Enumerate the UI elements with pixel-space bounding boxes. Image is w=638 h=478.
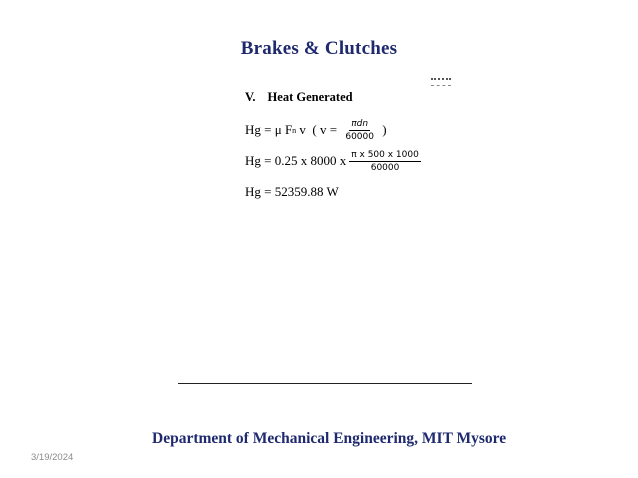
eq1-rhs: v ( v = [296, 122, 341, 137]
slide-date: 3/19/2024 [31, 452, 74, 463]
section-heading-text: Heat Generated [267, 90, 353, 104]
equation-result [245, 181, 424, 203]
eq1-fraction [343, 118, 376, 143]
equation-heat-formula [245, 119, 424, 141]
eq1-fraction-denominator: 60000 [345, 131, 374, 142]
horizontal-rule [178, 383, 472, 384]
slide-title: Brakes & Clutches [240, 38, 398, 59]
eq2-lhs: Hg = 0.25 x 8000 x [245, 153, 347, 168]
eq2-fraction-denominator: 60000 [370, 162, 400, 173]
slide-footer: Department of Mechanical Engineering, MIT Mysore [152, 430, 507, 447]
eq3-text: Hg = 52359.88 W [245, 184, 339, 199]
section-number: V. [245, 90, 256, 104]
eq2-fraction-numerator: π x 500 x 1000 [351, 149, 419, 160]
eq1-fraction-numerator: πdn [351, 118, 369, 129]
eq1-subscript: n [292, 125, 297, 135]
equation-substitution [245, 150, 424, 172]
eq1-close: ) [378, 122, 387, 137]
eq2-fraction [349, 149, 421, 174]
decorative-mark [431, 78, 451, 86]
eq1-lhs: Hg = μ F [245, 122, 293, 137]
content-block [245, 90, 424, 212]
section-heading [245, 90, 424, 105]
